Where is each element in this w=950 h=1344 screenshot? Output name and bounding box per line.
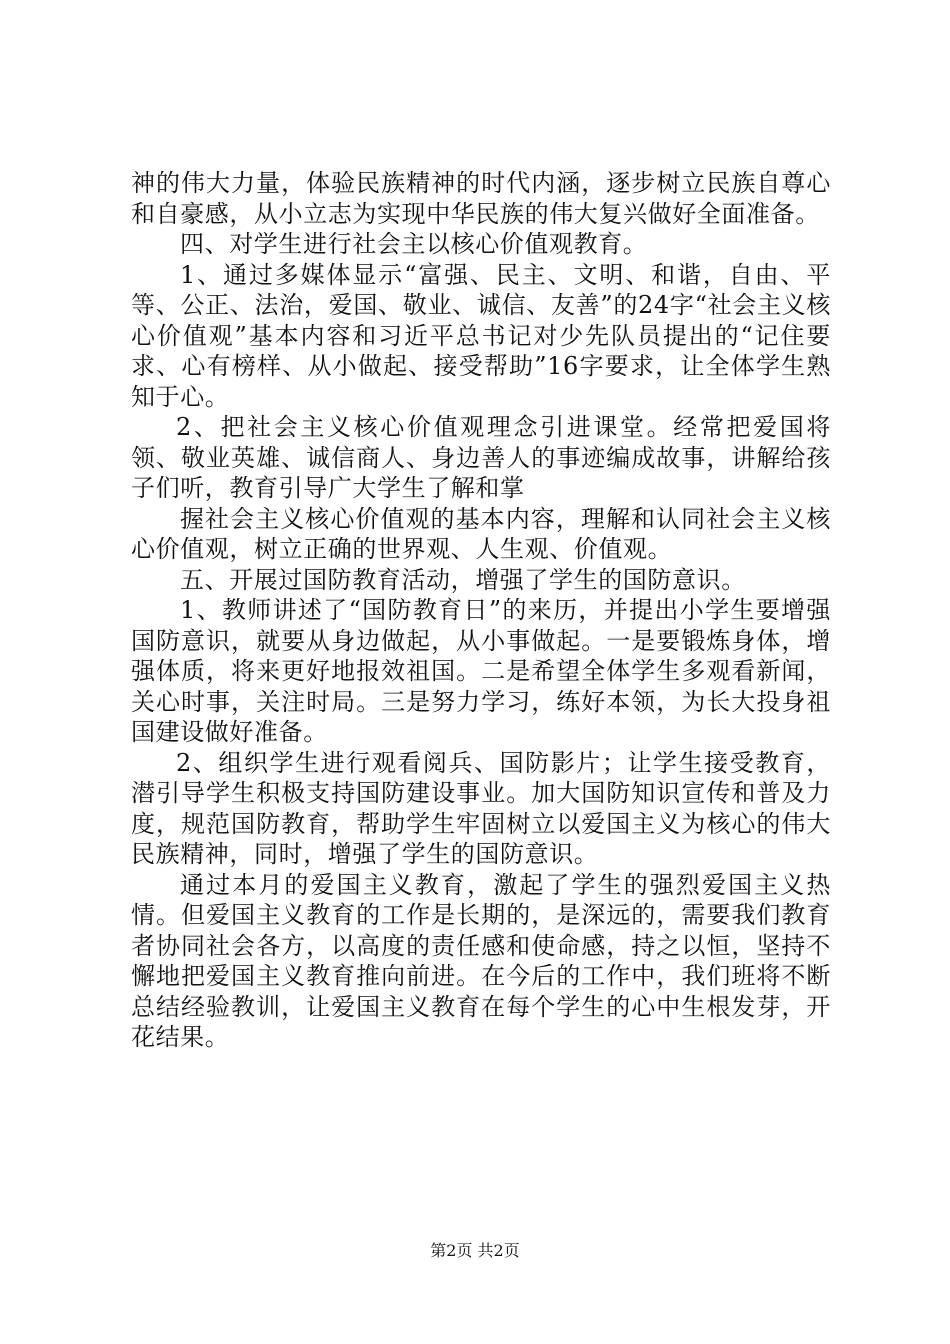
paragraph-four-item-two-continued: 握社会主义核心价值观的基本内容，理解和认同社会主义核心价值观，树立正确的世界观、人生观、价值观。: [131, 504, 831, 563]
paragraph-continuation: 神的伟大力量，体验民族精神的时代内涵，逐步树立民族自尊心和自豪感，从小立志为实现中华民族的伟大复兴做好全面准备。: [131, 169, 831, 228]
paragraph-four-item-one: 1、通过多媒体显示“富强、民主、文明、和谐，自由、平等、公正、法治，爱国、敬业、诚信、友善”的24字“社会主义核心价值观”基本内容和习近平总书记对少先队员提出的“记住要求、心有榜样、从小做起、接受帮助”16字要求，让全体学生熟知于心。: [131, 260, 831, 411]
paragraph-four-item-two: 2、把社会主义核心价值观理念引进课堂。经常把爱国将领、敬业英雄、诚信商人、身边善人的事迹编成故事，讲解给孩子们听，教育引导广大学生了解和掌: [131, 413, 831, 502]
section-heading-four: 四、对学生进行社会主以核心价值观教育。: [180, 230, 648, 258]
section-heading-five: 五、开展过国防教育活动，增强了学生的国防意识。: [180, 565, 746, 594]
document-body: [131, 168, 831, 1053]
paragraph-five-item-one: 1、教师讲述了“国防教育日”的来历，并提出小学生要增强国防意识，就要从身边做起，从小事做起。一是要锻炼身体，增强体质，将来更好地报效祖国。二是希望全体学生多观看新闻，关心时事，关注时局。三是努力学习，练好本领，为长大投身祖国建设做好准备。: [131, 596, 831, 746]
page-number-footer: 第2页 共2页: [430, 1241, 520, 1260]
paragraph-five-item-two: 2、组织学生进行观看阅兵、国防影片；让学生接受教育，潜引导学生积极支持国防建设事业。加大国防知识宣传和普及力度，规范国防教育，帮助学生牢固树立以爱国主义为核心的伟大民族精神，同时，增强了学生的国防意识。: [131, 748, 831, 868]
paragraph-conclusion: 通过本月的爱国主义教育，激起了学生的强烈爱国主义热情。但爱国主义教育的工作是长期的，是深远的，需要我们教育者协同社会各方，以高度的责任感和使命感，持之以恒，坚持不懈地把爱国主义教育推向前进。在今后的工作中，我们班将不断总结经验教训，让爱国主义教育在每个学生的心中生根发芽，开花结果。: [131, 870, 831, 1051]
